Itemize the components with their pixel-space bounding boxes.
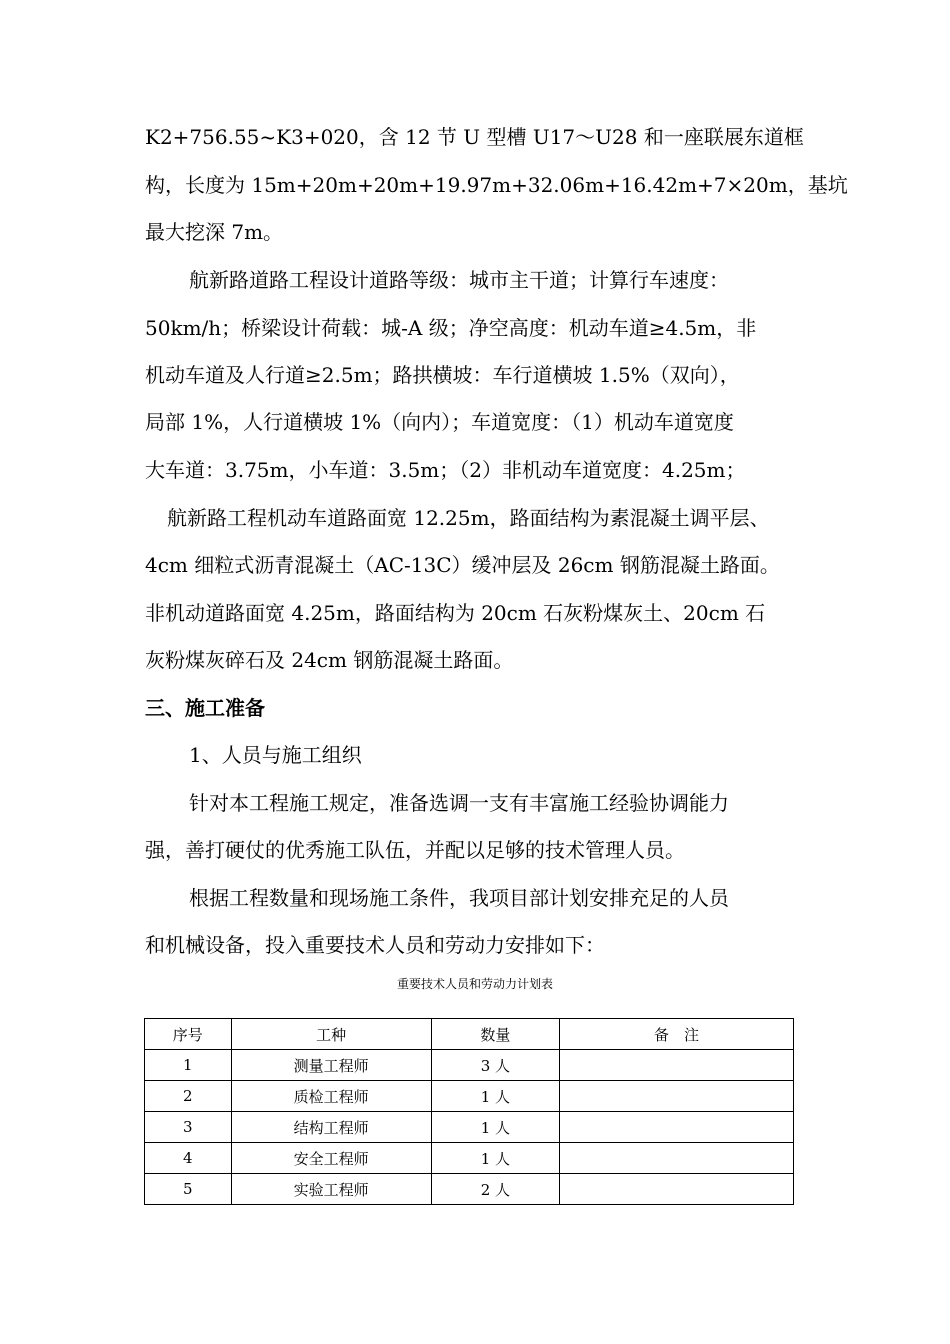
paragraph-line: 非机动道路面宽 4.25m，路面结构为 20cm 石灰粉煤灰土、20cm 石 [145, 601, 766, 625]
cell-remarks [560, 1081, 794, 1112]
table-row [145, 1112, 794, 1143]
cell-job-type: 质检工程师 [231, 1081, 431, 1112]
cell-remarks [560, 1112, 794, 1143]
cell-index: 3 [145, 1112, 232, 1143]
table-row [145, 1143, 794, 1174]
paragraph-line: 根据工程数量和现场施工条件，我项目部计划安排充足的人员 [189, 886, 729, 910]
column-header-quantity: 数量 [431, 1019, 559, 1050]
cell-job-type: 结构工程师 [231, 1112, 431, 1143]
table-caption: 重要技术人员和劳动力计划表 [396, 977, 553, 991]
paragraph-line: 局部 1%，人行道横坡 1%（向内）；车道宽度：（1）机动车道宽度 [145, 410, 734, 434]
cell-quantity: 3 人 [431, 1050, 559, 1081]
paragraph-line: 50km/h；桥梁设计荷载：城-A 级；净空高度：机动车道≥4.5m，非 [145, 316, 757, 340]
paragraph-line: 和机械设备，投入重要技术人员和劳动力安排如下： [145, 933, 605, 957]
staff-plan-table [144, 1018, 794, 1205]
section-heading: 三、施工准备 [145, 696, 265, 720]
cell-job-type: 安全工程师 [231, 1143, 431, 1174]
paragraph-line: 航新路道路工程设计道路等级：城市主干道；计算行车速度： [189, 268, 729, 292]
paragraph-line: 大车道：3.75m，小车道：3.5m；（2）非机动车道宽度：4.25m； [145, 458, 746, 482]
paragraph-line: 强，善打硬仗的优秀施工队伍，并配以足够的技术管理人员。 [145, 838, 685, 862]
cell-remarks [560, 1143, 794, 1174]
subheading: 1、人员与施工组织 [189, 743, 362, 767]
paragraph-line: K2+756.55~K3+020，含 12 节 U 型槽 U17～U28 和一座联展东道框 [145, 125, 804, 149]
cell-remarks [560, 1174, 794, 1205]
column-header-job-type: 工种 [231, 1019, 431, 1050]
cell-job-type: 测量工程师 [231, 1050, 431, 1081]
paragraph-line: 机动车道及人行道≥2.5m；路拱横坡：车行道横坡 1.5%（双向）， [145, 363, 740, 387]
paragraph-line: 灰粉煤灰碎石及 24cm 钢筋混凝土路面。 [145, 648, 514, 672]
table-row [145, 1081, 794, 1112]
paragraph-line: 针对本工程施工规定，准备选调一支有丰富施工经验协调能力 [189, 791, 729, 815]
paragraph-line: 4cm 细粒式沥青混凝土（AC-13C）缓冲层及 26cm 钢筋混凝土路面。 [145, 553, 780, 577]
table-header-row [145, 1019, 794, 1050]
table-row [145, 1174, 794, 1205]
table-row [145, 1050, 794, 1081]
cell-quantity: 2 人 [431, 1174, 559, 1205]
cell-index: 1 [145, 1050, 232, 1081]
cell-quantity: 1 人 [431, 1081, 559, 1112]
paragraph-line: 构，长度为 15m+20m+20m+19.97m+32.06m+16.42m+7×20m，基坑 [145, 173, 848, 197]
cell-index: 2 [145, 1081, 232, 1112]
cell-index: 4 [145, 1143, 232, 1174]
paragraph-line: 航新路工程机动车道路面宽 12.25m，路面结构为素混凝土调平层、 [167, 506, 770, 530]
paragraph-line: 最大挖深 7m。 [145, 220, 284, 244]
cell-quantity: 1 人 [431, 1112, 559, 1143]
cell-quantity: 1 人 [431, 1143, 559, 1174]
cell-index: 5 [145, 1174, 232, 1205]
column-header-index: 序号 [145, 1019, 232, 1050]
column-header-remarks: 备 注 [560, 1019, 794, 1050]
cell-remarks [560, 1050, 794, 1081]
cell-job-type: 实验工程师 [231, 1174, 431, 1205]
